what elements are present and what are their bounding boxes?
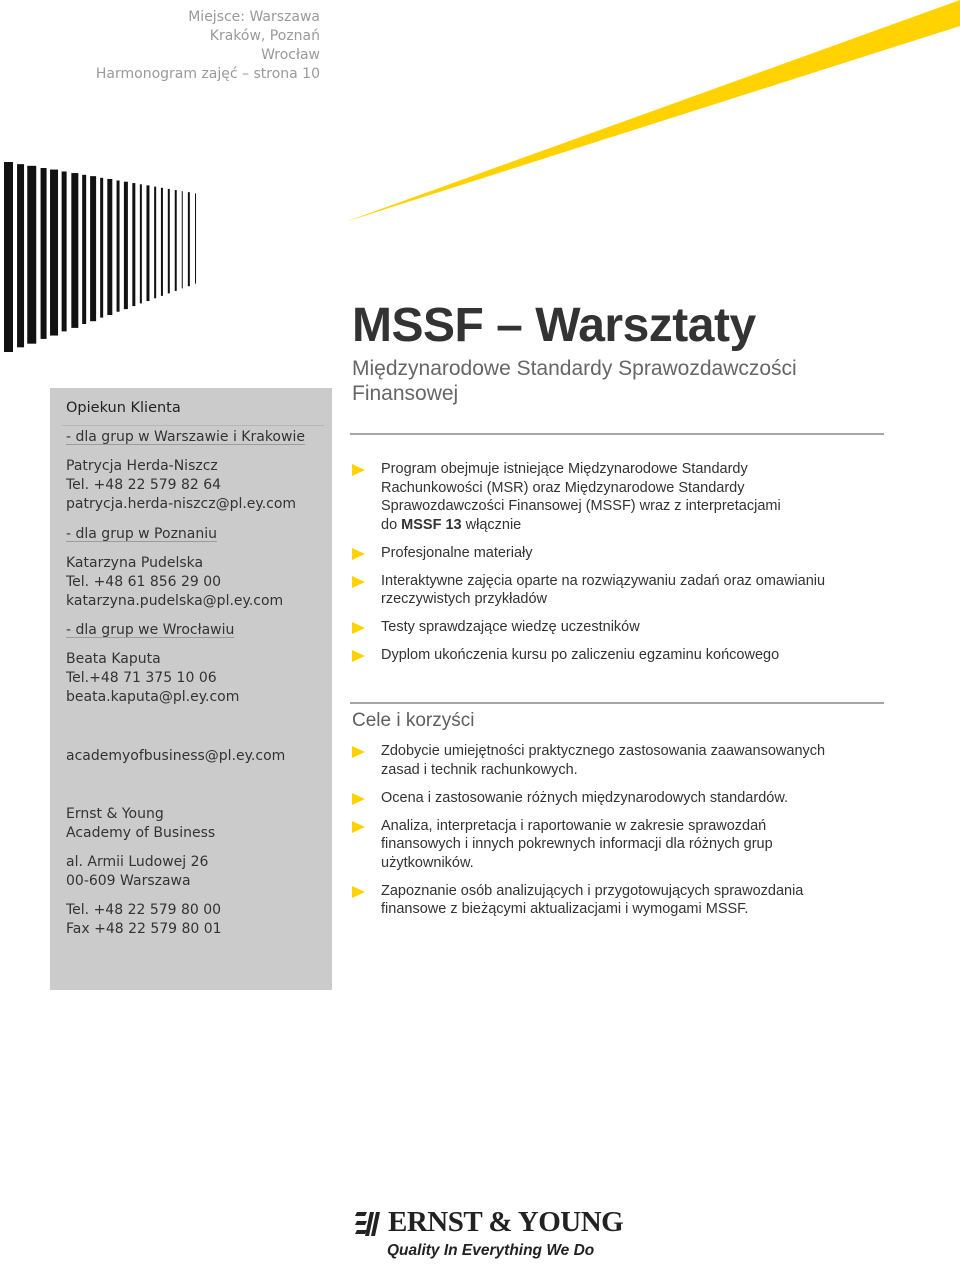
list-item: [352, 460, 892, 534]
list-item-line: Profesjonalne materiały: [381, 544, 533, 561]
program-list: [352, 460, 892, 665]
title-divider: [350, 433, 884, 435]
section-divider: [350, 702, 884, 704]
list-item: [352, 882, 892, 919]
arrow-bullet-icon: [352, 886, 365, 898]
list-item-line: finansowe z bieżącymi aktualizacjami i wymogami MSSF.: [381, 901, 749, 917]
contact-email[interactable]: patrycja.herda-niszcz@pl.ey.com: [66, 496, 297, 512]
barcode-bar: [27, 166, 36, 344]
contact-name: Patrycja Herda-Niszcz: [66, 458, 218, 474]
benefits-list: [352, 742, 892, 919]
list-item-line: Zdobycie umiejętności praktycznego zastosowania zaawansowanych: [381, 743, 826, 759]
list-item-line: Dyplom ukończenia kursu po zaliczeniu egzaminu końcowego: [381, 647, 780, 663]
barcode-bar: [195, 193, 196, 283]
arrow-bullet-icon: [352, 464, 365, 476]
list-item-line: Interaktywne zajęcia oparte na rozwiązywaniu zadań oraz omawianiu: [381, 572, 826, 589]
arrow-bullet-icon: [352, 821, 365, 833]
barcode-bar: [41, 168, 47, 339]
header-block: [0, 8, 320, 84]
list-item: [352, 789, 892, 808]
list-item-line: Ocena i zastosowanie różnych międzynarodowych standardów.: [381, 789, 789, 806]
barcode-bar: [71, 173, 78, 328]
contact-phone: Tel. +48 22 579 82 64: [66, 477, 222, 493]
list-item: [352, 618, 892, 637]
contact-email[interactable]: katarzyna.pudelska@pl.ey.com: [66, 593, 284, 609]
barcode-bar: [154, 187, 156, 299]
barcode-bar: [161, 188, 163, 296]
header-city-wroclaw: Wrocław: [261, 47, 320, 63]
list-item-line: Testy sprawdzające wiedzę uczestników: [381, 619, 640, 635]
contact-name: Katarzyna Pudelska: [66, 555, 204, 571]
group-heading-wroclaw: - dla grup we Wrocławiu: [66, 622, 235, 638]
list-item: [352, 646, 892, 665]
barcode-bar: [188, 192, 190, 286]
arrow-bullet-icon: [352, 576, 365, 588]
page-subtitle: Międzynarodowe Standardy Sprawozdawczości Finansowej: [352, 357, 797, 405]
list-item-line: użytkowników.: [381, 854, 474, 871]
company-division: Academy of Business: [66, 825, 216, 841]
arrow-bullet-icon: [352, 650, 365, 662]
group-heading-poznan: - dla grup w Poznaniu: [66, 526, 218, 542]
arrow-bullet-icon: [352, 548, 365, 560]
logo-tagline: Quality In Everything We Do: [387, 1242, 595, 1259]
header-schedule-page: Harmonogram zajęć – strona 10: [95, 66, 320, 82]
address-street: al. Armii Ludowej 26: [66, 854, 209, 870]
benefits-heading: Cele i korzyści: [352, 710, 475, 731]
barcode-bar: [62, 171, 67, 331]
barcode-bar: [107, 179, 112, 315]
contact-phone: Tel. +48 61 856 29 00: [66, 574, 222, 590]
header-location: Miejsce: Warszawa: [188, 9, 320, 25]
barcode-bar: [4, 162, 13, 352]
barcode-bar: [100, 178, 103, 318]
contact-email[interactable]: beata.kaputa@pl.ey.com: [66, 689, 240, 705]
barcode-bar: [182, 191, 183, 288]
list-item-line: Sprawozdawczości Finansowej (MSSF) wraz z interpretacjami: [381, 498, 781, 514]
list-item-line: zasad i technik rachunkowych.: [381, 761, 578, 778]
list-item: [352, 742, 892, 779]
list-item-line: Zapoznanie osób analizujących i przygotowujących sprawozdania: [381, 882, 804, 899]
yellow-beam: [345, 0, 960, 222]
arrow-bullet-icon: [352, 793, 365, 805]
barcode-bar: [124, 182, 128, 309]
ey-logo-icon: [355, 1212, 385, 1236]
address-city: 00-609 Warszawa: [66, 873, 191, 889]
emphasis-mssf: MSSF 13: [401, 516, 462, 533]
office-fax: Fax +48 22 579 80 01: [66, 921, 222, 937]
contact-sidebar: [50, 388, 332, 990]
barcode-graphic: [4, 162, 196, 352]
contact-name: Beata Kaputa: [66, 651, 161, 667]
list-item-line: Analiza, interpretacja i raportowanie w zakresie sprawozdań: [381, 817, 767, 834]
academy-email[interactable]: academyofbusiness@pl.ey.com: [66, 748, 286, 764]
list-item: [352, 817, 892, 873]
contact-phone: Tel.+48 71 375 10 06: [66, 670, 217, 686]
barcode-bar: [82, 175, 86, 324]
barcode-bar: [168, 189, 170, 293]
barcode-bar: [17, 164, 24, 347]
list-item-line: do MSSF 13 włącznie: [381, 516, 522, 533]
barcode-bar: [117, 180, 120, 311]
office-phone: Tel. +48 22 579 80 00: [66, 902, 222, 918]
sidebar-divider: [62, 425, 324, 426]
list-item-line: finansowych i innych pokrewnych informacji dla różnych grup: [381, 836, 773, 852]
group-heading-warsaw: - dla grup w Warszawie i Krakowie: [66, 429, 305, 445]
barcode-bar: [50, 170, 58, 336]
page-title: MSSF – Warsztaty: [352, 299, 756, 352]
list-item-line: rzeczywistych przykładów: [381, 591, 547, 607]
arrow-bullet-icon: [352, 746, 365, 758]
barcode-bar: [132, 183, 135, 306]
header-cities: Kraków, Poznań: [209, 28, 320, 44]
arrow-bullet-icon: [352, 622, 365, 634]
logo-wordmark: ERNST & YOUNG: [388, 1206, 624, 1238]
barcode-bar: [175, 190, 177, 291]
barcode-bar: [146, 185, 149, 301]
list-item: [352, 572, 892, 609]
list-item-line: Program obejmuje istniejące Międzynarodowe Standardy: [381, 461, 748, 477]
list-item-line: Rachunkowości (MSR) oraz Międzynarodowe Standardy: [381, 479, 745, 496]
barcode-bar: [140, 184, 142, 303]
list-item: [352, 544, 892, 563]
sidebar-title: Opiekun Klienta: [66, 400, 181, 416]
company-name: Ernst & Young: [66, 806, 164, 822]
barcode-bar: [90, 176, 96, 321]
